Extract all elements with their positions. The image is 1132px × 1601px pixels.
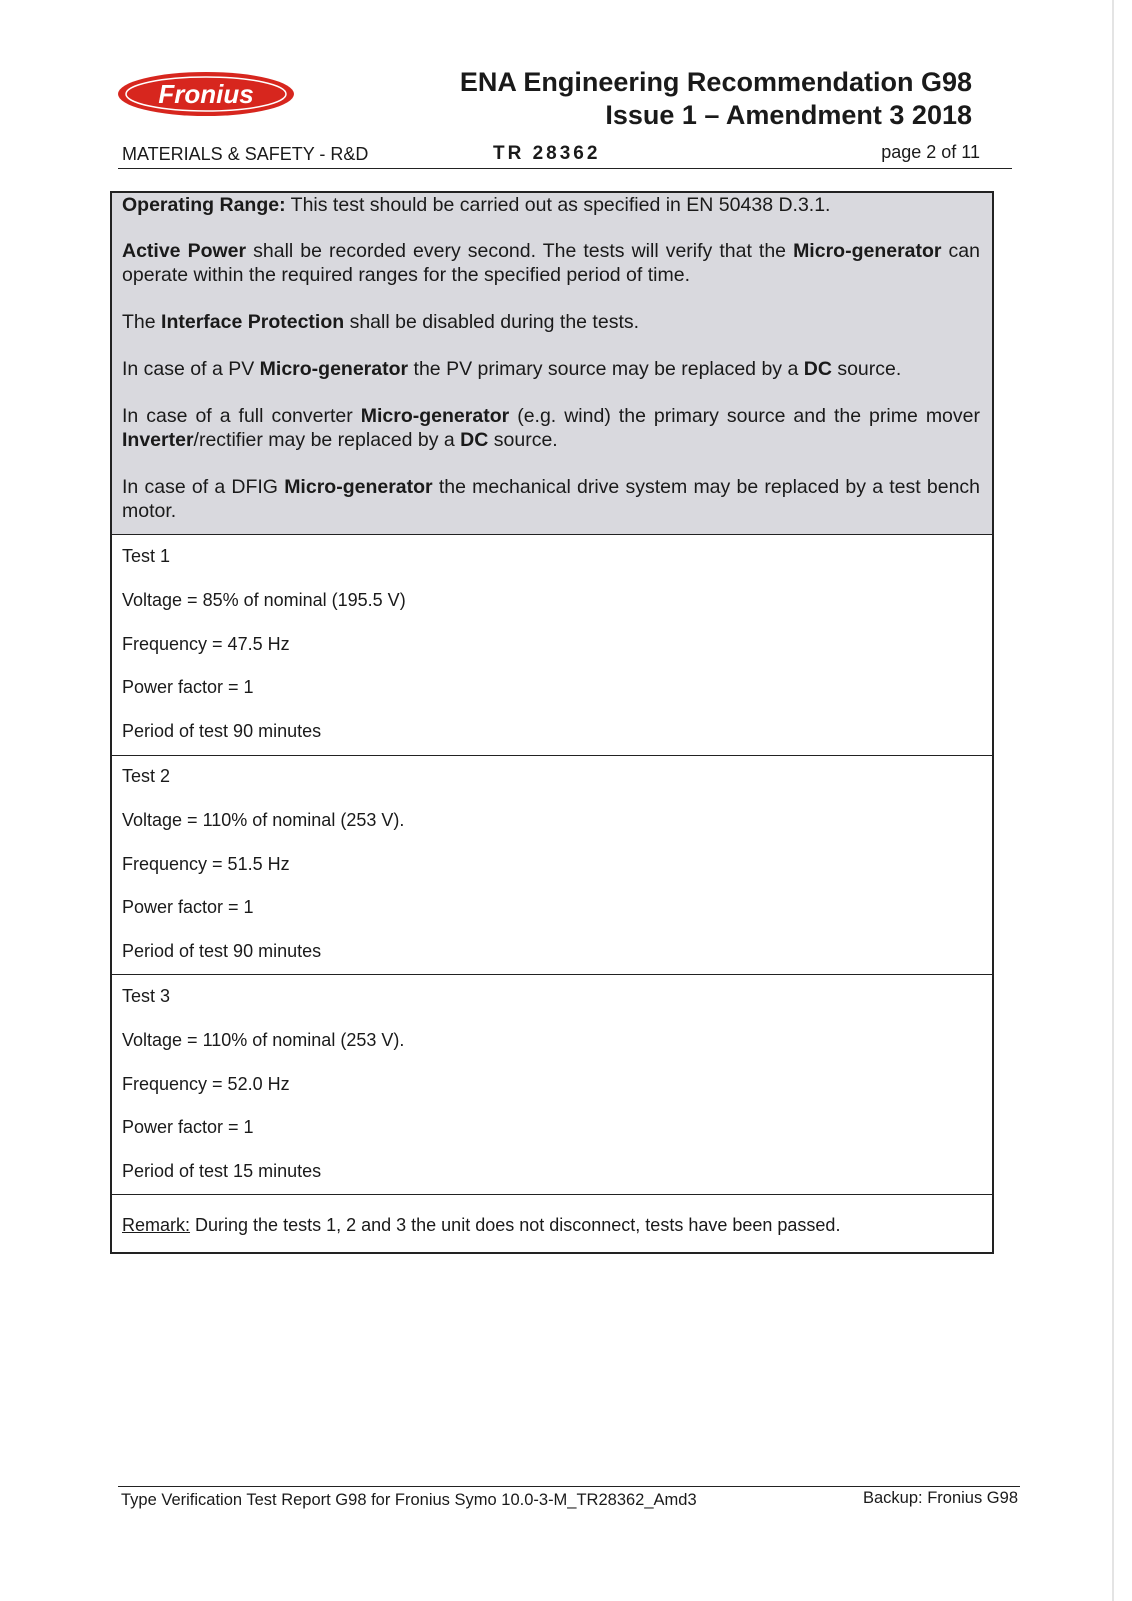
intro-paragraph-5: In case of a full converter Micro-generator (e.g. wind) the primary source and the prime mover Inverter/rectifier may be replaced by a DC source. bbox=[122, 405, 980, 451]
department: MATERIALS & SAFETY - R&D bbox=[122, 144, 369, 164]
test-power-factor: Power factor = 1 bbox=[122, 1117, 254, 1137]
intro-paragraph-2: Active Power shall be recorded every second. The tests will verify that the Micro-generator can operate within the required ranges for the specified period of time. bbox=[122, 240, 980, 286]
intro-paragraph-6: In case of a DFIG Micro-generator the mechanical drive system may be replaced by a test bench motor. bbox=[122, 476, 981, 522]
scan-edge bbox=[1112, 0, 1114, 1601]
report-number: TR 28362 bbox=[493, 143, 601, 164]
test-voltage: Voltage = 110% of nominal (253 V). bbox=[122, 810, 405, 830]
header-row bbox=[118, 142, 1012, 169]
test-name: Test 3 bbox=[122, 986, 171, 1006]
intro-paragraph-4: In case of a PV Micro-generator the PV primary source may be replaced by a DC source. bbox=[122, 358, 902, 380]
title-line-2: Issue 1 – Amendment 3 2018 bbox=[605, 100, 972, 130]
test-name: Test 2 bbox=[122, 766, 171, 786]
intro-paragraph-3: The Interface Protection shall be disabled during the tests. bbox=[122, 311, 640, 333]
test-frequency: Frequency = 47.5 Hz bbox=[122, 634, 290, 654]
remark bbox=[122, 1214, 840, 1236]
test-frequency: Frequency = 51.5 Hz bbox=[122, 854, 290, 874]
test-voltage: Voltage = 110% of nominal (253 V). bbox=[122, 1030, 405, 1050]
fronius-logo bbox=[118, 70, 298, 120]
intro-section bbox=[112, 193, 992, 535]
test-power-factor: Power factor = 1 bbox=[122, 677, 254, 697]
test-frequency: Frequency = 52.0 Hz bbox=[122, 1074, 290, 1094]
test-period: Period of test 90 minutes bbox=[122, 941, 322, 961]
title-line-1: ENA Engineering Recommendation G98 bbox=[459, 67, 972, 97]
test-period: Period of test 90 minutes bbox=[122, 721, 322, 741]
test-period: Period of test 15 minutes bbox=[122, 1161, 322, 1181]
document-title bbox=[460, 66, 972, 132]
test-name: Test 1 bbox=[122, 546, 171, 566]
test-2-block bbox=[112, 755, 992, 975]
test-3-block bbox=[112, 974, 992, 1195]
footer-divider bbox=[118, 1486, 1020, 1487]
footer-report-title: Type Verification Test Report G98 for Fronius Symo 10.0-3-M_TR28362_Amd3 bbox=[121, 1491, 697, 1509]
logo-text: Fronius bbox=[158, 79, 254, 109]
test-voltage: Voltage = 85% of nominal (195.5 V) bbox=[122, 590, 406, 610]
remark-text: During the tests 1, 2 and 3 the unit does not disconnect, tests have been passed. bbox=[190, 1215, 841, 1235]
test-1-block bbox=[112, 534, 992, 756]
test-power-factor: Power factor = 1 bbox=[122, 897, 254, 917]
intro-paragraph-1: Operating Range: This test should be carried out as specified in EN 50438 D.3.1. bbox=[122, 194, 831, 216]
test-table bbox=[110, 191, 994, 1254]
footer-backup: Backup: Fronius G98 bbox=[863, 1489, 1018, 1507]
page-number: page 2 of 11 bbox=[881, 142, 980, 162]
remark-label: Remark: bbox=[122, 1215, 191, 1235]
